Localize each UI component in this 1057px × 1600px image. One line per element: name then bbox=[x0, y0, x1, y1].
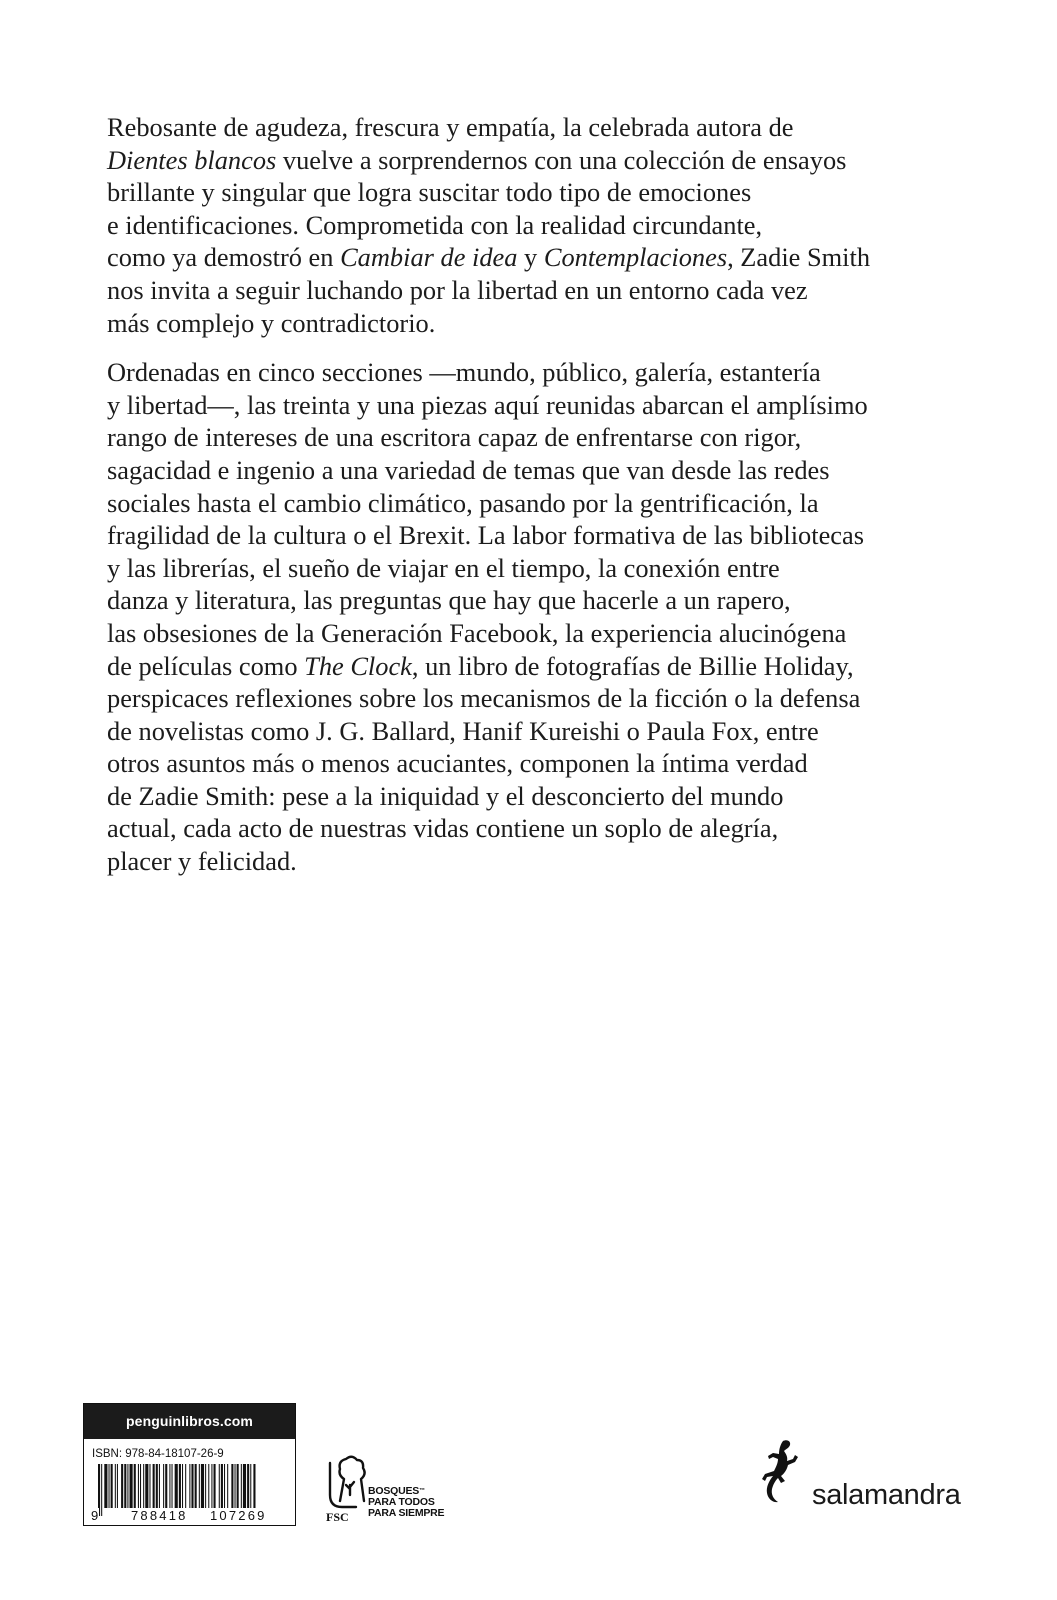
barcode-bar bbox=[115, 1464, 116, 1508]
blurb-line bbox=[107, 812, 987, 845]
barcode-bar bbox=[227, 1464, 228, 1508]
blurb-text: como ya demostró en bbox=[107, 242, 341, 273]
blurb-line bbox=[107, 307, 987, 340]
barcode-bar bbox=[250, 1464, 251, 1508]
barcode-bar bbox=[219, 1464, 220, 1508]
barcode-bar bbox=[237, 1464, 239, 1508]
blurb-text: danza y literatura, las preguntas que hay que hacerle a un rapero, bbox=[107, 585, 791, 616]
book-title: The Clock bbox=[304, 650, 412, 681]
publisher-logo bbox=[767, 1455, 967, 1525]
blurb-line bbox=[107, 650, 987, 683]
blurb-text: e identificaciones. Comprometida con la realidad circundante, bbox=[107, 209, 763, 240]
blurb-text: perspicaces reflexiones sobre los mecanismos de la ficción o la defensa bbox=[107, 683, 861, 714]
barcode-first-digit: 9 bbox=[91, 1508, 99, 1523]
blurb-text: de películas como bbox=[107, 650, 305, 681]
blurb-line bbox=[107, 584, 987, 617]
blurb-line bbox=[107, 356, 987, 389]
blurb-text: sociales hasta el cambio climático, pasando por la gentrificación, la bbox=[107, 487, 819, 518]
barcode-bar bbox=[163, 1464, 164, 1508]
book-title: Cambiar de idea bbox=[340, 242, 518, 273]
isbn-barcode-box bbox=[83, 1403, 296, 1526]
blurb-line bbox=[107, 144, 987, 177]
isbn-number: ISBN: 978-84-18107-26-9 bbox=[92, 1448, 224, 1460]
back-cover-blurb bbox=[107, 111, 987, 878]
blurb-line bbox=[107, 780, 987, 813]
barcode-bar bbox=[130, 1464, 133, 1508]
blurb-text: otros asuntos más o menos acuciantes, componen la íntima verdad bbox=[107, 748, 808, 779]
barcode-bar bbox=[231, 1464, 233, 1508]
barcode-bar bbox=[156, 1464, 158, 1508]
barcode-bar bbox=[214, 1464, 216, 1508]
blurb-line bbox=[107, 552, 987, 585]
blurb-line bbox=[107, 682, 987, 715]
barcode-left-digits: 788418 bbox=[131, 1508, 188, 1523]
barcode-bar bbox=[201, 1464, 204, 1508]
blurb-text: rango de intereses de una escritora capaz de enfrentarse con rigor, bbox=[107, 422, 802, 453]
website-label: penguinlibros.com bbox=[84, 1404, 295, 1439]
publisher-name: salamandra bbox=[812, 1479, 961, 1511]
barcode-bar bbox=[138, 1464, 139, 1508]
blurb-text: vuelve a sorprendernos con una colección de ensayos bbox=[276, 144, 847, 175]
blurb-text: placer y felicidad. bbox=[107, 846, 297, 877]
blurb-text: y libertad—, las treinta y una piezas aquí reunidas abarcan el amplísimo bbox=[107, 389, 868, 420]
barcode-bar bbox=[145, 1464, 148, 1508]
blurb-text: de Zadie Smith: pese a la iniquidad y el desconcierto del mundo bbox=[107, 780, 784, 811]
blurb-text: y bbox=[517, 242, 544, 273]
barcode-bar bbox=[143, 1464, 144, 1508]
barcode-bar bbox=[149, 1464, 150, 1508]
barcode-right-digits: 107269 bbox=[210, 1508, 267, 1523]
barcode-bar bbox=[124, 1464, 126, 1508]
barcode-bar bbox=[224, 1464, 225, 1508]
barcode-digits bbox=[88, 1508, 291, 1524]
blurb-text: las obsesiones de la Generación Facebook, la experiencia alucinógena bbox=[107, 617, 847, 648]
blurb-paragraph-1 bbox=[107, 111, 987, 339]
barcode-bar bbox=[104, 1464, 107, 1508]
blurb-text: brillante y singular que logra suscitar todo tipo de emociones bbox=[107, 177, 752, 208]
fsc-label: FSC bbox=[326, 1510, 349, 1524]
barcode-bar bbox=[221, 1464, 223, 1508]
blurb-line bbox=[107, 519, 987, 552]
blurb-line bbox=[107, 421, 987, 454]
barcode-bar bbox=[205, 1464, 206, 1508]
barcode-bar bbox=[127, 1464, 128, 1508]
barcode-bar bbox=[109, 1464, 110, 1508]
blurb-text: Rebosante de agudeza, frescura y empatía, la celebrada autora de bbox=[107, 112, 794, 142]
fsc-slogan: BOSQUES™ PARA TODOS PARA SIEMPRE bbox=[368, 1485, 445, 1519]
blurb-line bbox=[107, 176, 987, 209]
barcode-bar bbox=[211, 1464, 212, 1508]
barcode-bar bbox=[134, 1464, 136, 1508]
barcode-bar bbox=[140, 1464, 141, 1508]
barcode-bar bbox=[117, 1464, 118, 1508]
book-title: Dientes blancos bbox=[107, 144, 277, 175]
blurb-text: fragilidad de la cultura o el Brexit. La labor formativa de las bibliotecas bbox=[107, 520, 864, 551]
barcode-bar bbox=[208, 1464, 209, 1508]
blurb-line bbox=[107, 715, 987, 748]
barcode-bar bbox=[172, 1464, 173, 1508]
blurb-text: , un libro de fotografías de Billie Holiday, bbox=[411, 650, 854, 681]
blurb-text: más complejo y contradictorio. bbox=[107, 307, 436, 338]
blurb-paragraph-2 bbox=[107, 356, 987, 878]
barcode-bar bbox=[191, 1464, 193, 1508]
blurb-line bbox=[107, 747, 987, 780]
blurb-line bbox=[107, 209, 987, 242]
blurb-line bbox=[107, 241, 987, 274]
blurb-line bbox=[107, 274, 987, 307]
blurb-text: de novelistas como J. G. Ballard, Hanif Kureishi o Paula Fox, entre bbox=[107, 715, 819, 746]
blurb-text: sagacidad e ingenio a una variedad de temas que van desde las redes bbox=[107, 454, 830, 485]
barcode-bar bbox=[159, 1464, 160, 1508]
barcode-bar bbox=[153, 1464, 155, 1508]
blurb-line bbox=[107, 845, 987, 878]
blurb-text: Ordenadas en cinco secciones —mundo, público, galería, estantería bbox=[107, 357, 821, 388]
barcode-bar bbox=[189, 1464, 190, 1508]
barcode-bar bbox=[121, 1464, 123, 1508]
blurb-text: actual, cada acto de nuestras vidas contiene un soplo de alegría, bbox=[107, 813, 779, 844]
blurb-line bbox=[107, 487, 987, 520]
barcode-bar bbox=[182, 1464, 183, 1508]
salamander-icon bbox=[753, 1437, 813, 1512]
blurb-line bbox=[107, 111, 987, 144]
barcode-bar bbox=[195, 1464, 197, 1508]
blurb-text: y las librerías, el sueño de viajar en el tiempo, la conexión entre bbox=[107, 552, 780, 583]
barcode-bar bbox=[235, 1464, 236, 1508]
barcode-bar bbox=[169, 1464, 170, 1508]
blurb-text: , Zadie Smith bbox=[727, 242, 871, 273]
blurb-text: nos invita a seguir luchando por la libertad en un entorno cada vez bbox=[107, 274, 808, 305]
blurb-line bbox=[107, 389, 987, 422]
barcode-bar bbox=[247, 1464, 249, 1508]
barcode-bar bbox=[241, 1464, 242, 1508]
blurb-line bbox=[107, 454, 987, 487]
barcode-bar bbox=[111, 1464, 113, 1508]
book-title: Contemplaciones bbox=[543, 242, 728, 273]
barcode-bar bbox=[199, 1464, 200, 1508]
barcode-bar bbox=[185, 1464, 186, 1508]
barcode-bar bbox=[165, 1464, 167, 1508]
barcode-bar bbox=[243, 1464, 246, 1508]
blurb-line bbox=[107, 617, 987, 650]
